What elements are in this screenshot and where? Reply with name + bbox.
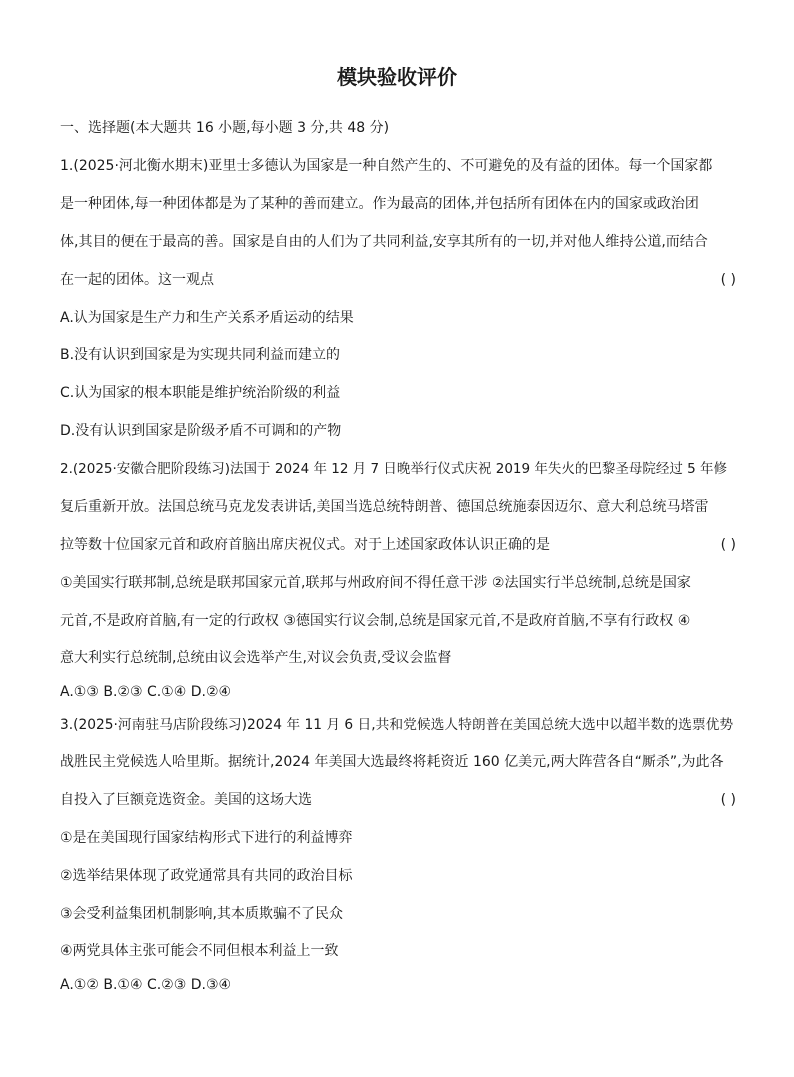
question-1-answer-blank: ( )	[720, 272, 736, 288]
question-1-stem-line-2: 是一种团体,每一种团体都是为了某种的善而建立。作为最高的团体,并包括所有团体在内的国家或政治团	[60, 196, 699, 212]
question-1-option-a: A.认为国家是生产力和生产关系矛盾运动的结果	[60, 310, 354, 326]
question-3-stem-line-1: 3.(2025·河南驻马店阶段练习)2024 年 11 月 6 日,共和党候选人特朗普在美国总统大选中以超半数的选票优势	[60, 717, 734, 733]
question-2-statements-line-2: 元首,不是政府首脑,有一定的行政权 ③德国实行议会制,总统是国家元首,不是政府首脑,不享有行政权 ④	[60, 613, 691, 629]
question-1-stem-line-1: 1.(2025·河北衡水期末)亚里士多德认为国家是一种自然产生的、不可避免的及有益的团体。每一个国家都	[60, 158, 713, 174]
question-1-option-b: B.没有认识到国家是为实现共同利益而建立的	[60, 347, 341, 363]
question-3-statement-1: ①是在美国现行国家结构形式下进行的利益博弈	[60, 830, 353, 846]
question-3-stem-line-2: 战胜民主党候选人哈里斯。据统计,2024 年美国大选最终将耗资近 160 亿美元,两大阵营各自“厮杀”,为此各	[60, 754, 724, 770]
question-2-statements-line-1: ①美国实行联邦制,总统是联邦国家元首,联邦与州政府间不得任意干涉 ②法国实行半总统制,总统是国家	[60, 575, 691, 591]
question-2-stem-line-2: 复后重新开放。法国总统马克龙发表讲话,美国当选总统特朗普、德国总统施泰因迈尔、意大利总统马塔雷	[60, 499, 709, 515]
question-3-options: A.①② B.①④ C.②③ D.③④	[60, 977, 232, 993]
question-3-statement-2: ②选举结果体现了政党通常具有共同的政治目标	[60, 868, 353, 884]
question-1-stem-line-3: 体,其目的便在于最高的善。国家是自由的人们为了共同利益,安享其所有的一切,并对他人维持公道,而结合	[60, 234, 708, 250]
question-3-statement-3: ③会受利益集团机制影响,其本质欺骗不了民众	[60, 906, 343, 922]
section-heading: 一、选择题(本大题共 16 小题,每小题 3 分,共 48 分)	[60, 120, 390, 136]
question-3-statement-4: ④两党具体主张可能会不同但根本利益上一致	[60, 943, 339, 959]
question-3-stem-line-3: 自投入了巨额竞选资金。美国的这场大选	[60, 792, 312, 808]
question-1-stem-line-4: 在一起的团体。这一观点	[60, 272, 214, 288]
question-3-answer-blank: ( )	[720, 792, 736, 808]
question-1-option-c: C.认为国家的根本职能是维护统治阶级的利益	[60, 385, 341, 401]
question-2-stem-line-1: 2.(2025·安徽合肥阶段练习)法国于 2024 年 12 月 7 日晚举行仪式庆祝 2019 年失火的巴黎圣母院经过 5 年修	[60, 461, 728, 477]
question-2-answer-blank: ( )	[720, 537, 736, 553]
page-title: 模块验收评价	[337, 65, 457, 89]
question-2-stem-line-3: 拉等数十位国家元首和政府首脑出席庆祝仪式。对于上述国家政体认识正确的是	[60, 537, 550, 553]
question-2-options: A.①③ B.②③ C.①④ D.②④	[60, 684, 232, 700]
question-2-statements-line-3: 意大利实行总统制,总统由议会选举产生,对议会负责,受议会监督	[60, 650, 452, 666]
question-1-option-d: D.没有认识到国家是阶级矛盾不可调和的产物	[60, 423, 342, 439]
